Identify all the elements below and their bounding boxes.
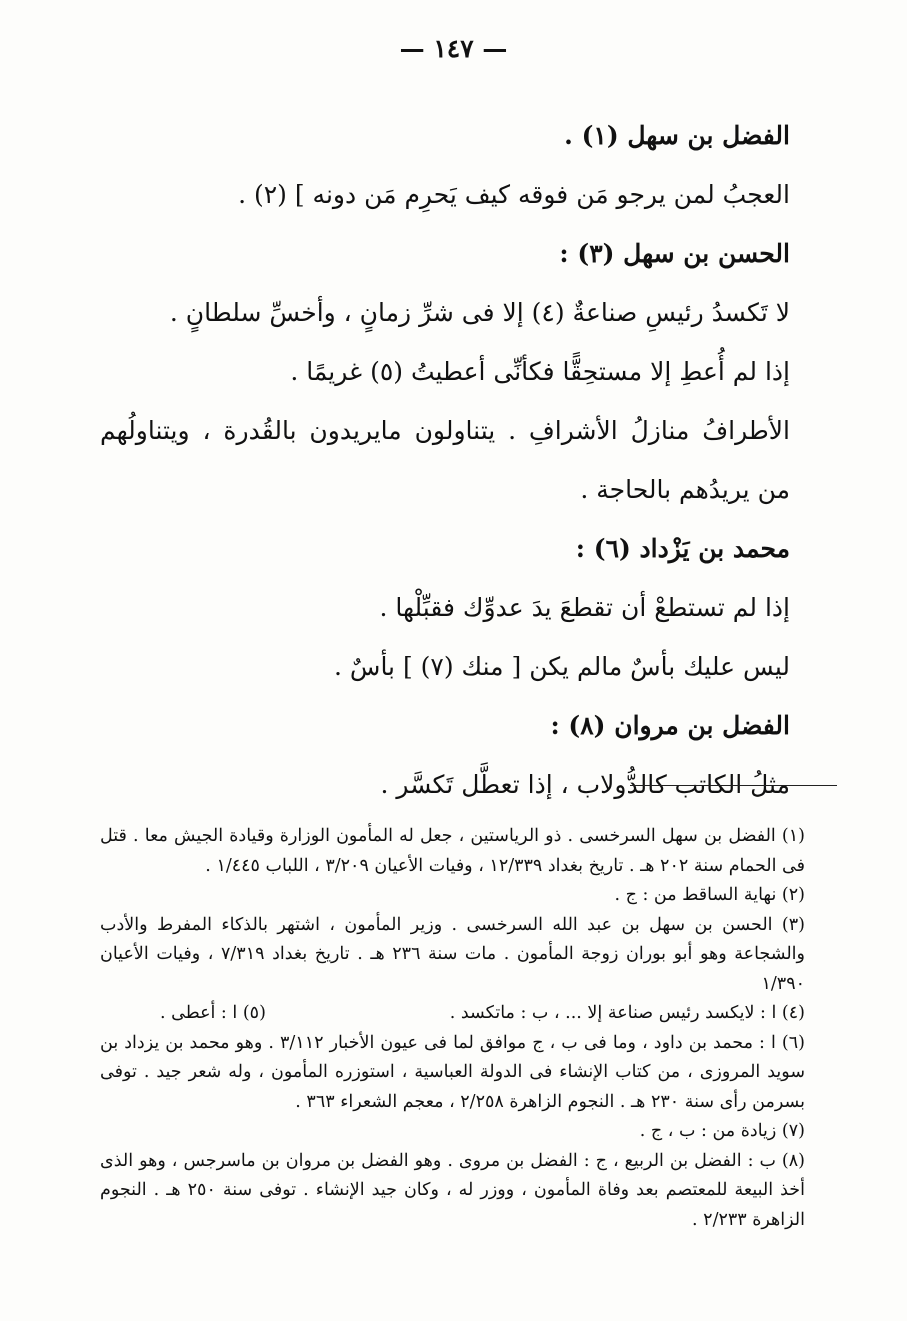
saying-line: العجبُ لمن يرجو مَن فوقه كيف يَحرِم مَن دونه ] (٢) . bbox=[238, 180, 790, 209]
footnote-1: (١) الفضل بن سهل السرخسى . ذو الرياستين ، جعل له المأمون الوزارة وقيادة الجيش معا . قتل فى الحمام سنة ٢٠٢ هـ . تاريخ بغداد ١٢/٣٣٩ ، وفيات الأعيان ٣/٢٠٩ ، اللباب ١/٤٤٥ . bbox=[100, 826, 805, 876]
saying-line: مثلُ الكاتب كالدُّولاب ، إذا تعطَّل تَكسَّر . bbox=[380, 770, 790, 799]
speaker-fadl-ibn-marwan: الفضل بن مروان (٨) : bbox=[550, 711, 790, 740]
footnote-7: (٧) زيادة من : ب ، ج . bbox=[639, 1121, 805, 1141]
footnote-4: (٤) ا : لايكسد رئيس صناعة إلا ... ، ب : ماتكسد . bbox=[449, 1003, 805, 1023]
footnotes bbox=[100, 822, 805, 1235]
page-number: — ١٤٧ — bbox=[399, 34, 508, 63]
speaker-muhammad-ibn-yazdad: محمد بن يَزْداد (٦) : bbox=[575, 534, 790, 563]
footnote-2: (٢) نهاية الساقط من : ج . bbox=[614, 885, 805, 905]
footnote-6: (٦) ا : محمد بن داود ، وما فى ب ، ج موافق لما فى عيون الأخبار ٣/١١٢ . وهو محمد بن يزداد بن سويد المروزى ، من كتاب الإنشاء فى الدولة العباسية ، استوزره المأمون ، وله شعر جيد . توفى بسرمن رأى سنة ٢٣٠ هـ . النجوم الزاهرة ٢/٢٥٨ ، معجم الشعراء ٣٦٣ . bbox=[100, 1032, 805, 1112]
saying-line: ليس عليك بأسٌ مالم يكن [ منك (٧) ] بأسٌ . bbox=[334, 652, 790, 681]
saying-line: لا تَكسدُ رئيسِ صناعةٌ (٤) إلا فى شرِّ زمانٍ ، وأخسِّ سلطانٍ . bbox=[169, 298, 790, 327]
footnote-5: (٥) ا : أعطى . bbox=[160, 1003, 266, 1023]
footnote-8: (٨) ب : الفضل بن الربيع ، ج : الفضل بن مروى . وهو الفضل بن مروان بن ماسرجس ، وهو الذى أخذ البيعة للمعتصم بعد وفاة المأمون ، ووزر له ، وكان جيد الإنشاء . توفى سنة ٢٥٠ هـ . النجوم الزاهرة ٢/٢٣٣ . bbox=[100, 1150, 805, 1230]
speaker-fadl-ibn-sahl: الفضل بن سهل (١) . bbox=[564, 121, 790, 150]
footnote-row-4-5 bbox=[100, 999, 805, 1029]
footnote-3: (٣) الحسن بن سهل بن عبد الله السرخسى . وزير المأمون ، اشتهر بالذكاء المفرط والأدب والشجاعة وهو أبو بوران زوجة المأمون . مات سنة ٢٣٦ هـ . تاريخ بغداد ٧/٣١٩ ، وفيات الأعيان ١/٣٩٠ bbox=[100, 914, 805, 994]
saying-line: إذا لم تستطعْ أن تقطعَ يدَ عدوِّك فقبِّلْها . bbox=[379, 593, 790, 622]
saying-paragraph: الأطرافُ منازلُ الأشرافِ . يتناولون مايريدون بالقُدرة ، ويتناولُهم من يريدُهم بالحاجة . bbox=[100, 416, 790, 504]
saying-line: إذا لم أُعطِ إلا مستحِقًّا فكأنِّى أعطيتُ (٥) غريمًا . bbox=[290, 357, 790, 386]
main-text bbox=[100, 106, 790, 814]
footnote-divider bbox=[630, 785, 837, 786]
speaker-hasan-ibn-sahl: الحسن بن سهل (٣) : bbox=[559, 239, 790, 268]
